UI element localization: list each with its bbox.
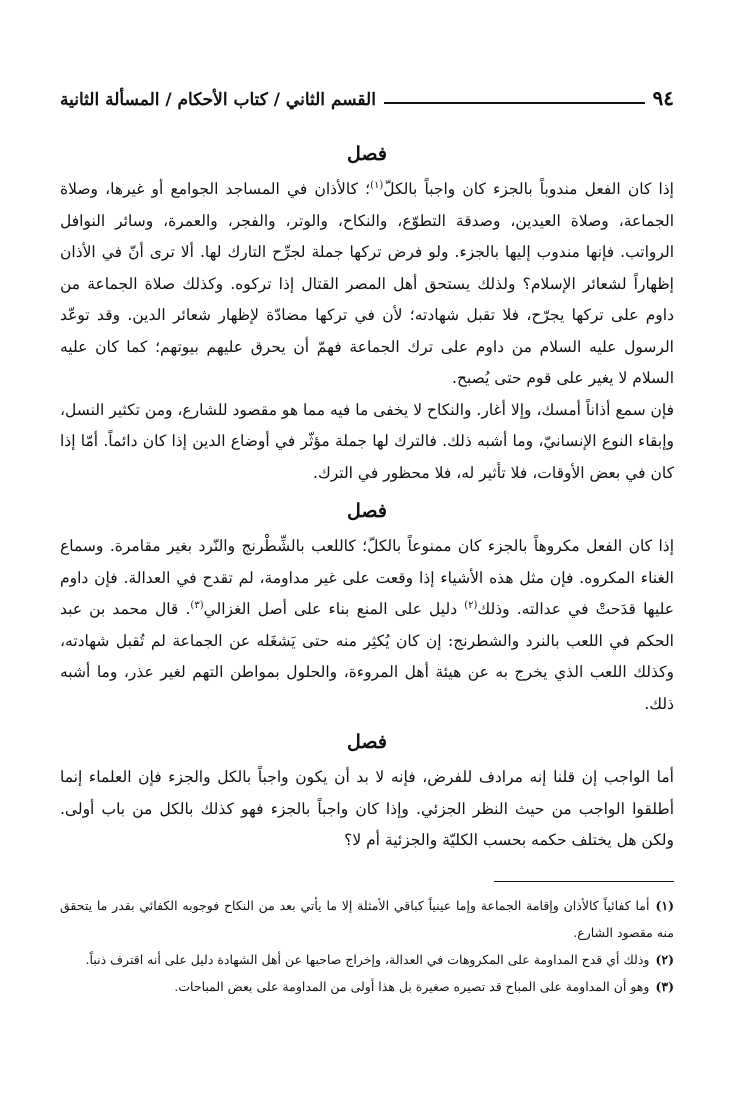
footnote-text: أما كفائياً كالأذان وإقامة الجماعة وإما عينياً كباقي الأمثلة إلا ما يأتي بعد من النكاح فوجوبه الكفائي بقدر ما يتحقق منه مقصود الشارع. [60, 897, 674, 940]
footnote [60, 946, 674, 973]
section-paragraph [60, 174, 674, 395]
footnotes [60, 881, 674, 1000]
paragraph-text: . قال محمد بن عبد الحكم في اللعب بالنرد والشطرنج: إن كان يُكثِر منه حتى يَشغَله عن الجماعة لم تُقبل شهادته، وكذلك اللعب الذي يخرج به عن هيئة أهل المروءة، والحلول بمواطن التهم لغير عذر، وما أشبه ذلك. [60, 600, 674, 713]
footnote [60, 973, 674, 1000]
paragraph-text: إذا كان الفعل مكروهاً بالجزء كان ممنوعاً بالكلّ؛ كاللعب بالشِّطْرنج والنّرد بغير مقامرة. وسماع الغناء المكروه. فإن مثل هذه الأشياء إذا وقعت على غير مداومة، لم تقدح في العدالة. فإن داوم عليها قدَحتْ في عدالته. وذلك [60, 537, 675, 618]
footnote-text: وذلك أي قدح المداومة على المكروهات في العدالة، وإخراج صاحبها عن أهل الشهادة دليل على أنه اقترف ذنباً. [85, 951, 650, 967]
section-2 [60, 497, 674, 720]
footnote-reference: (٣) [190, 599, 204, 611]
footnote-reference: (٢) [464, 599, 478, 611]
footnote-rule [494, 881, 674, 882]
paragraph-text: فإن سمع أذاناً أمسك، وإلا أغار. والنكاح لا يخفى ما فيه مما هو مقصود للشارع، ومن تكثير النسل، وإبقاء النوع الإنسانيّ، وما أشبه ذلك. فالترك لها جملة مؤثّر في أوضاع الدين إذا كان دائماً. أمّا إذا كان في بعض الأوقات، فلا تأثير له، فلا محظور في الترك. [60, 400, 674, 482]
paragraph-text: إذا كان الفعل مندوباً بالجزء كان واجباً بالكلّ [383, 180, 674, 198]
footnote-text: وهو أن المداومة على المباح قد تصيره صغيرة بل هذا أولى من المداومة على بعض المباحات. [174, 978, 650, 994]
section-paragraph [60, 762, 674, 857]
header-rule [384, 102, 645, 104]
section-heading: فصل [347, 731, 387, 753]
footnote-number: (١) [655, 897, 674, 913]
running-header [60, 82, 674, 110]
book-page [60, 82, 674, 1000]
section-1 [60, 140, 674, 489]
paragraph-text: ؛ كالأذان في المساجد الجوامع أو غيرها، وصلاة الجماعة، وصلاة العيدين، وصدقة التطوّع، والنكاح، والوتر، والفجر، والعمرة، وسائر النوافل الرواتب. فإنها مندوب إليها بالجزء. ولو فرض تركها جملة لجرِّح التارك لها. ألا ترى أنّ في الأذان إظهاراً لشعائر الإسلام؟ ولذلك يستحق أهل المصر القتال إذا تركوه. وكذلك صلاة الجماعة من داوم على تركها يجرّح، فلا تقبل شهادته؛ لأن في تركها مضادّة لإظهار شعائر الدين. وقد توعّد الرسول عليه السلام من داوم على ترك الجماعة فهمّ أن يحرق عليهم بيوتهم؛ كما كان عليه السلام لا يغير على قوم حتى يُصبح. [60, 180, 674, 387]
footnote-number: (٢) [655, 951, 674, 967]
section-paragraph [60, 531, 674, 720]
footnote-reference: (١) [370, 179, 384, 191]
paragraph-text: أما الواجب إن قلنا إنه مرادف للفرض، فإنه لا بد أن يكون واجباً بالكل والجزء فإن العلماء إنما أطلقوا الواجب من حيث النظر الجزئي. وإذا كان واجباً بالجزء فهو كذلك بالكل من باب أولى. ولكن هل يختلف حكمه بحسب الكليّة والجزئية أم لا؟ [60, 768, 674, 849]
section-heading: فصل [347, 500, 387, 522]
footnote-number: (٣) [655, 978, 674, 994]
running-title: القسم الثاني / كتاب الأحكام / المسألة الثانية [60, 90, 376, 110]
footnote [60, 892, 674, 946]
section-paragraph [60, 395, 674, 490]
page-number: ٩٤ [652, 86, 674, 110]
section-heading: فصل [347, 143, 387, 165]
paragraph-text: دليل على المنع بناء على أصل الغزالي [203, 600, 465, 618]
section-3 [60, 728, 674, 857]
